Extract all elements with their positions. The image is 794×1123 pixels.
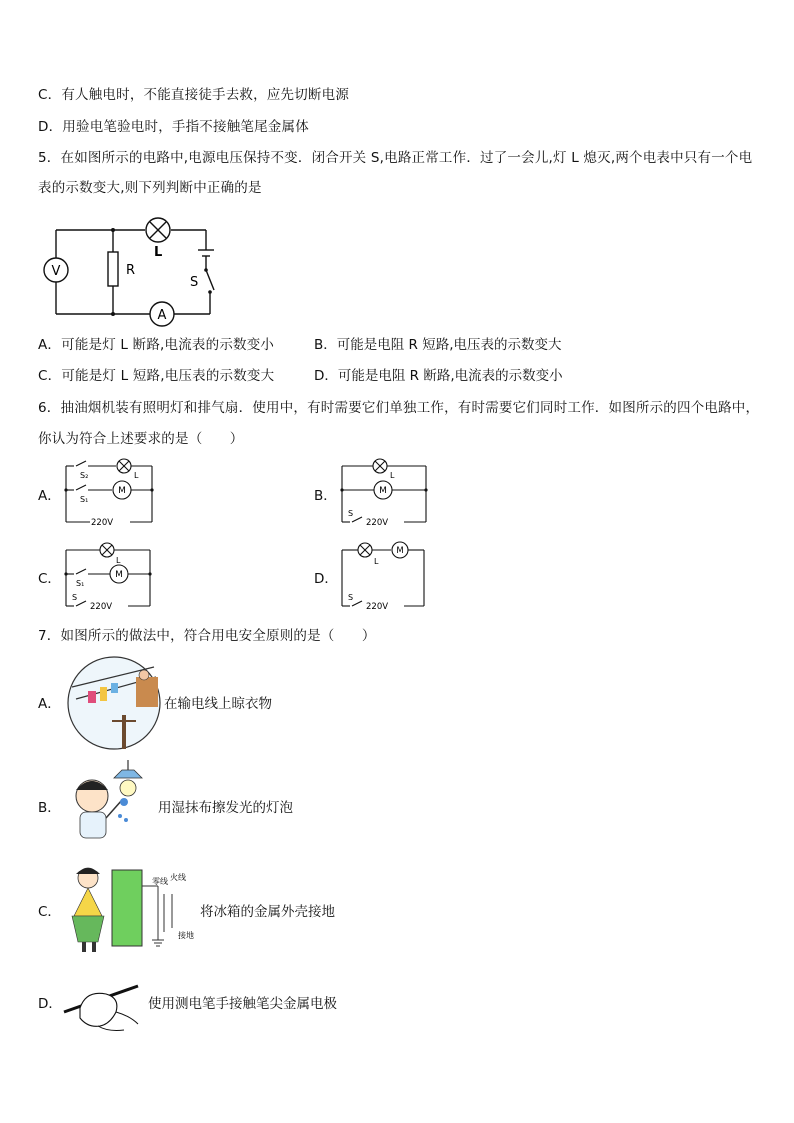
s2-label: S₂: [80, 471, 89, 480]
lamp-label: L: [154, 245, 163, 260]
lamp-label: L: [116, 556, 121, 565]
q7-label-a: A．: [38, 696, 61, 712]
q6-stem-line1: 6．抽油烟机装有照明灯和排气扇．使用中，有时需要它们单独工作，有时需要它们同时工作．如图所示的四个电路中，: [38, 400, 760, 416]
fridge-grounded-illustration: [66, 862, 198, 954]
resistor-label: R: [126, 263, 136, 278]
neutral-line-label: 零线: [152, 877, 168, 886]
q6-label-d: D．: [314, 571, 338, 587]
voltage-label: 220V: [90, 602, 113, 612]
voltage-label: 220V: [366, 518, 389, 528]
q6-label-c: C．: [38, 571, 61, 587]
q7-text-a: 在输电线上晾衣物: [164, 696, 272, 712]
motor-label: M: [118, 486, 126, 496]
switch-label: S: [348, 509, 354, 518]
q6-circuit-a: [60, 452, 160, 532]
q7-label-b: B．: [38, 800, 61, 816]
q7-text-c: 将冰箱的金属外壳接地: [200, 904, 335, 920]
tester-pen-illustration: [60, 972, 146, 1034]
q5-stem-line1: 5．在如图所示的电路中,电源电压保持不变．闭合开关 S,电路正常工作．过了一会儿,灯 L 熄灭,两个电表中只有一个电: [38, 150, 753, 166]
q6-circuit-c: [60, 536, 160, 616]
lamp-label: L: [374, 557, 379, 566]
q6-circuit-b: [336, 452, 436, 532]
motor-label: M: [396, 546, 404, 556]
motor-label: M: [115, 570, 123, 580]
q5-stem-line2: 表的示数变大,则下列判断中正确的是: [38, 180, 262, 196]
s1-label: S₁: [76, 579, 85, 588]
switch-label: S: [190, 275, 199, 290]
q5-circuit-figure: [38, 212, 228, 327]
wipe-lit-bulb-illustration: [62, 760, 158, 852]
q7-label-c: C．: [38, 904, 61, 920]
q4-option-c: C．有人触电时，不能直接徒手去救，应先切断电源: [38, 87, 350, 103]
q6-label-b: B．: [314, 488, 337, 504]
live-line-label: 火线: [170, 873, 186, 882]
voltage-label: 220V: [366, 602, 389, 612]
ammeter-label: A: [157, 308, 167, 323]
q5-option-c: C．可能是灯 L 短路,电压表的示数变大: [38, 368, 275, 384]
lamp-label: L: [390, 471, 395, 480]
q6-stem-line2: 你认为符合上述要求的是（ ）: [38, 431, 244, 447]
clothes-on-power-line-illustration: [66, 655, 162, 751]
q5-option-b: B．可能是电阻 R 短路,电压表的示数变大: [314, 337, 562, 353]
voltmeter-label: V: [51, 264, 61, 279]
ground-label: 接地: [178, 931, 194, 940]
s1-label: S₁: [80, 495, 89, 504]
q6-label-a: A．: [38, 488, 61, 504]
q7-label-d: D．: [38, 996, 62, 1012]
switch-label: S: [348, 593, 354, 602]
q6-circuit-d: [336, 536, 436, 616]
q7-stem: 7．如图所示的做法中，符合用电安全原则的是（ ）: [38, 628, 376, 644]
lamp-label: L: [134, 471, 139, 480]
voltage-label: 220V: [91, 518, 114, 528]
switch-label: S: [72, 593, 78, 602]
q7-text-d: 使用测电笔手接触笔尖金属电极: [148, 996, 337, 1012]
q7-text-b: 用湿抹布擦发光的灯泡: [158, 800, 293, 816]
q5-option-a: A．可能是灯 L 断路,电流表的示数变小: [38, 337, 275, 353]
q5-option-d: D．可能是电阻 R 断路,电流表的示数变小: [314, 368, 563, 384]
q4-option-d: D．用验电笔验电时，手指不接触笔尾金属体: [38, 119, 309, 135]
motor-label: M: [379, 486, 387, 496]
